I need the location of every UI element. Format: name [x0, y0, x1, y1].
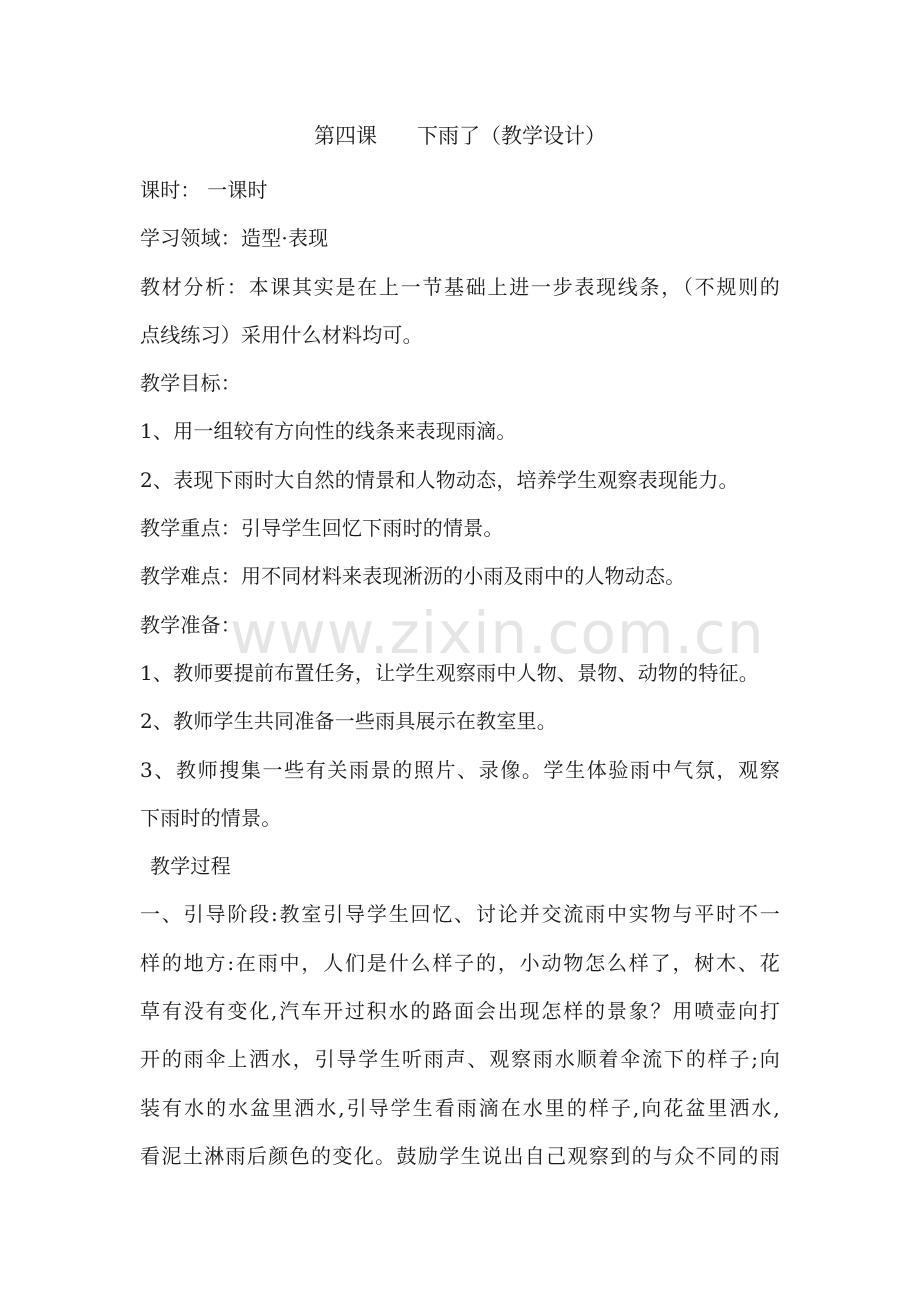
text-line: 下雨时的情景。 — [140, 805, 282, 830]
text-line: 看泥土淋雨后颜色的变化。鼓励学生说出自己观察到的与众不同的雨 — [140, 1143, 780, 1168]
text-line: 3、教师搜集一些有关雨景的照片、录像。学生体验雨中气氛，观察 — [140, 757, 780, 782]
text-line: 1、教师要提前布置任务，让学生观察雨中人物、景物、动物的特征。 — [140, 660, 759, 685]
text-line: 教学目标： — [140, 371, 241, 396]
text-line: 草有没有变化,汽车开过积水的路面会出现怎样的景象？用喷壶向打 — [140, 999, 780, 1024]
text-line: 2、表现下雨时大自然的情景和人物动态，培养学生观察表现能力。 — [140, 467, 739, 492]
text-line: 教学准备： — [140, 612, 241, 637]
text-line: 教学过程 — [150, 854, 231, 879]
text-line: 2、教师学生共同准备一些雨具展示在教室里。 — [140, 709, 557, 734]
text-line: 一、引导阶段:教室引导学生回忆、讨论并交流雨中实物与平时不一 — [140, 902, 780, 927]
text-line: 课时： 一课时 — [140, 178, 268, 202]
text-line: 样的地方:在雨中，人们是什么样子的，小动物怎么样了，树木、花 — [140, 950, 780, 975]
text-line: 1、用一组较有方向性的线条来表现雨滴。 — [140, 419, 517, 444]
page-title: 第四课 下雨了（教学设计） — [313, 124, 607, 148]
text-line: 教材分析：本课其实是在上一节基础上进一步表现线条，（不规则的 — [140, 274, 780, 299]
document-body — [140, 166, 780, 1180]
text-line: 开的雨伞上洒水，引导学生听雨声、观察雨水顺着伞流下的样子;向 — [140, 1047, 780, 1072]
watermark: www.zixin.com.cn — [230, 599, 765, 667]
text-line: 教学难点：用不同材料来表现淅沥的小雨及雨中的人物动态。 — [140, 564, 686, 589]
text-line: 装有水的水盆里洒水,引导学生看雨滴在水里的样子,向花盆里洒水, — [140, 1095, 780, 1120]
text-line: 教学重点：引导学生回忆下雨时的情景。 — [140, 516, 504, 541]
text-line: 学习领域：造型·表现 — [140, 226, 329, 251]
text-line: 点线练习）采用什么材料均可。 — [140, 322, 423, 347]
